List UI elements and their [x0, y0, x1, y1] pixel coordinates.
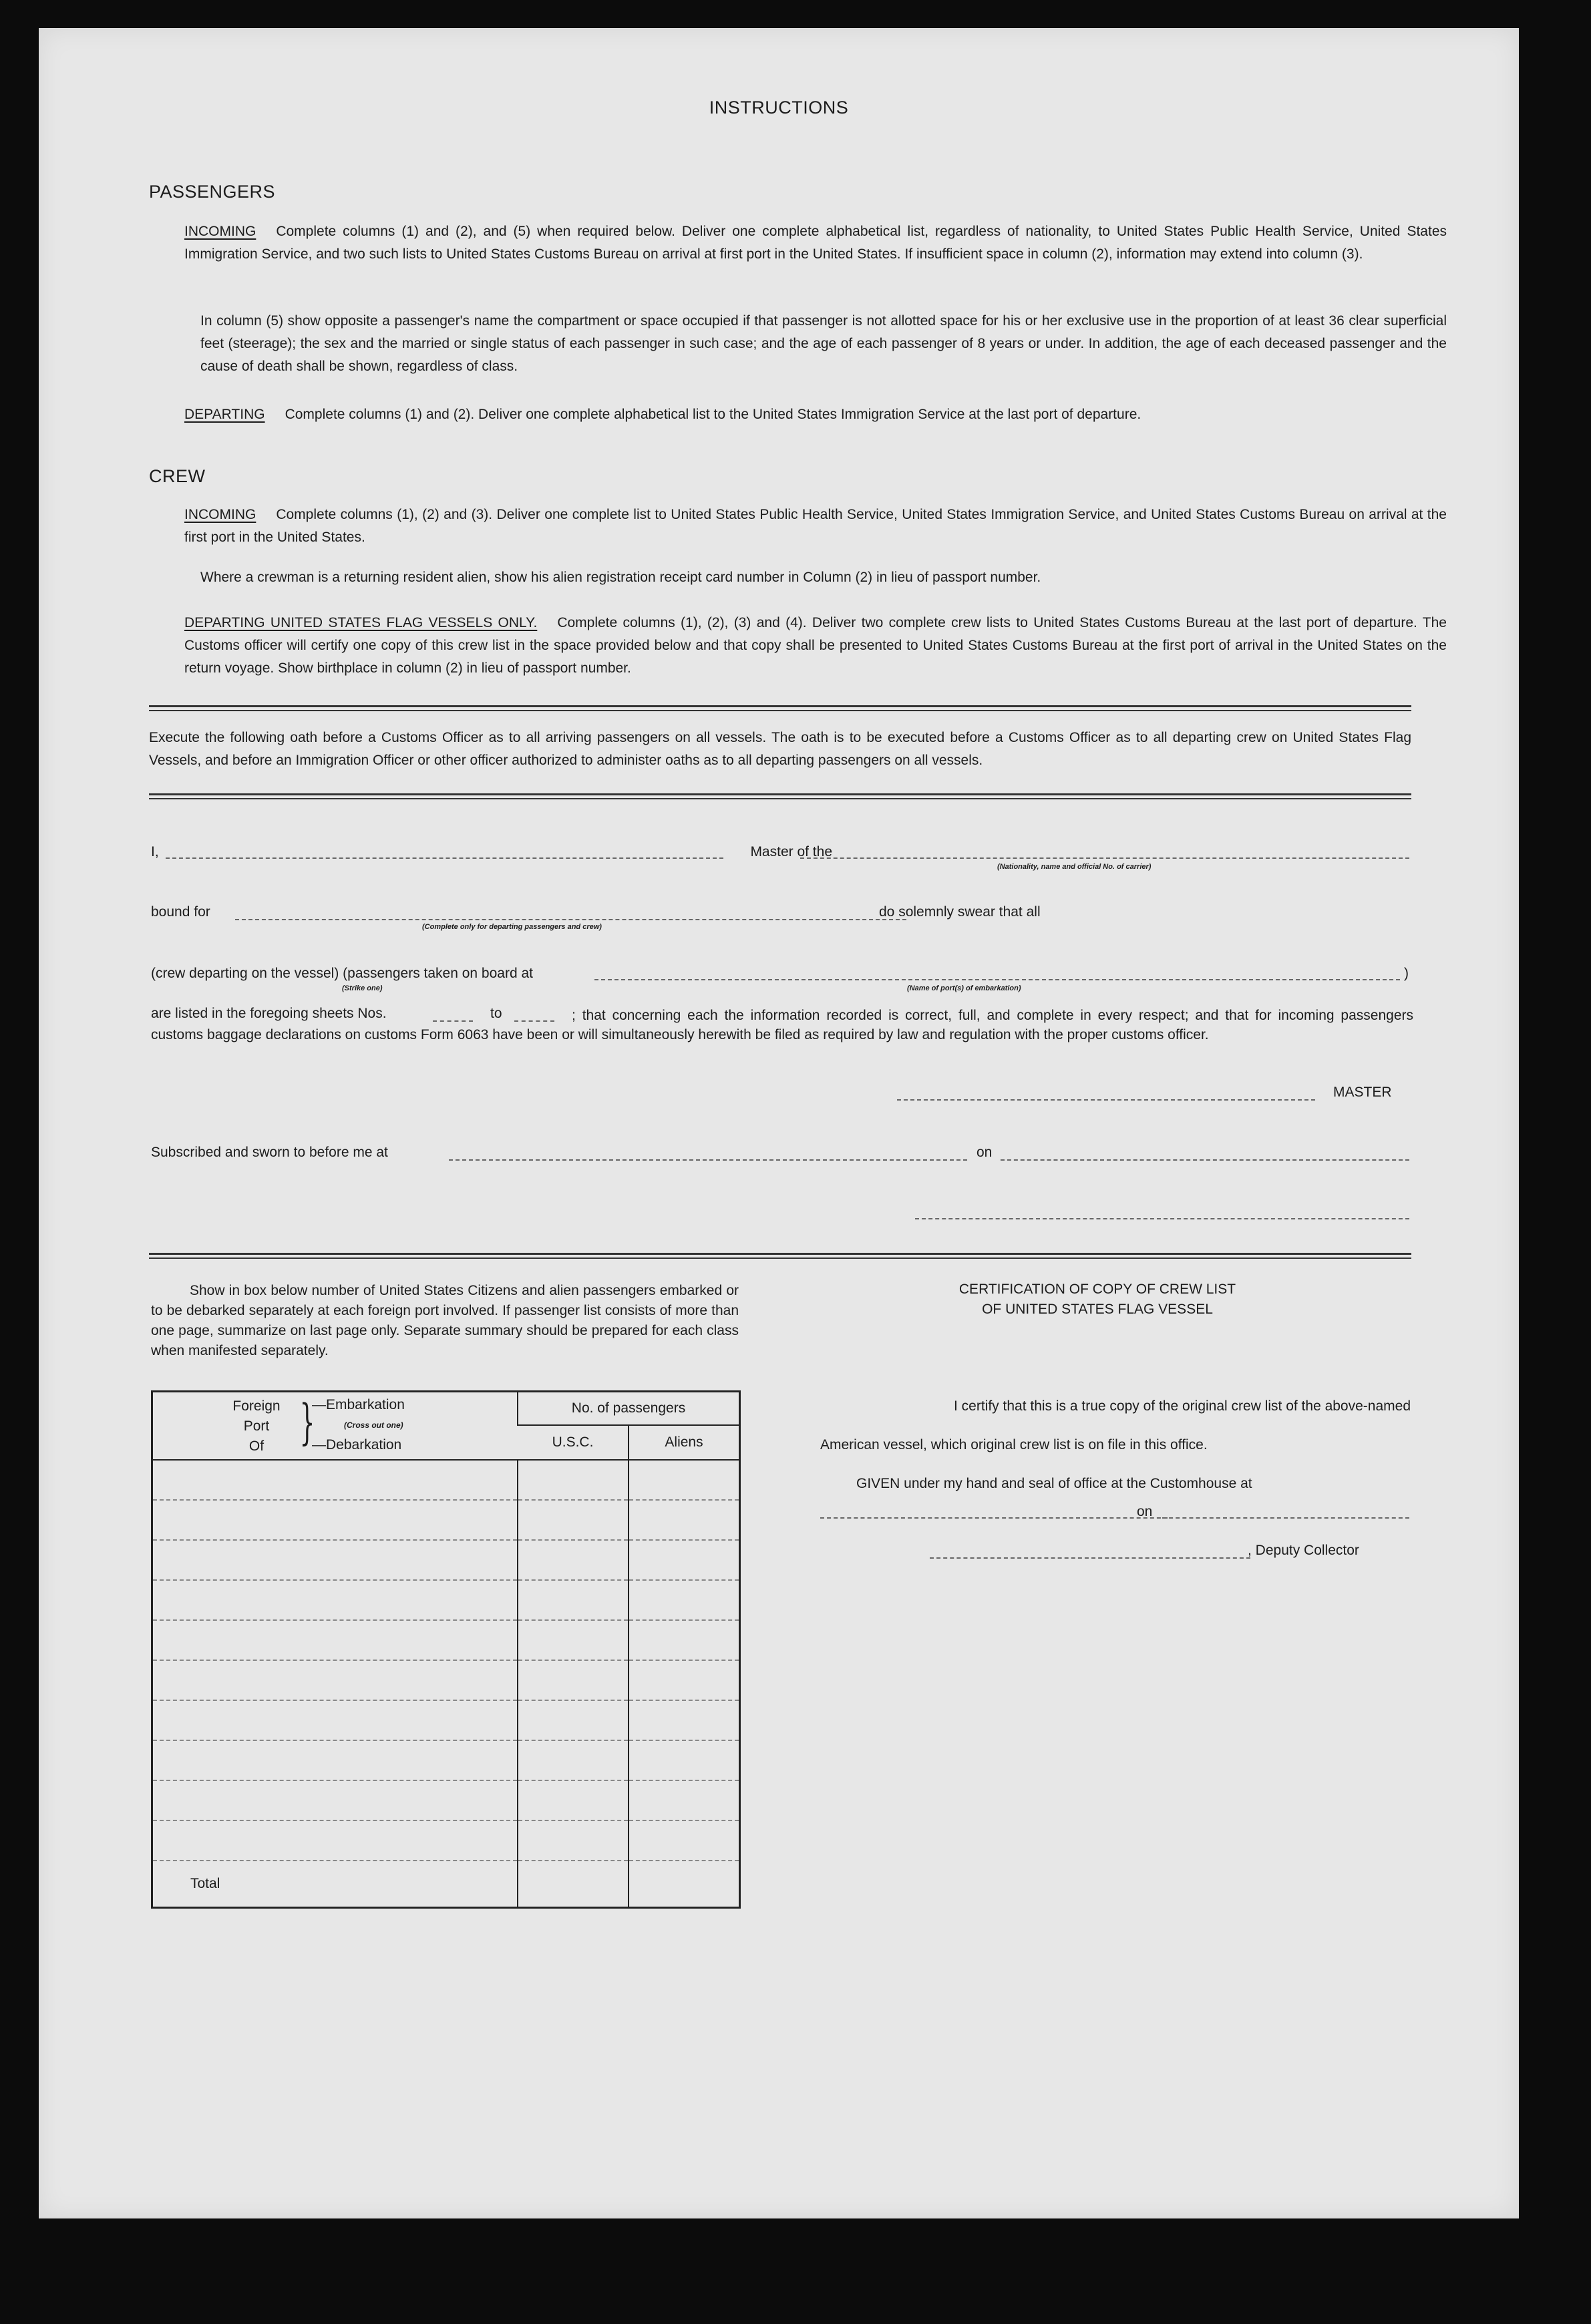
vessel-name-field[interactable] — [800, 857, 1409, 859]
passengers-incoming-label: INCOMING — [184, 224, 256, 239]
crew-departing-paragraph — [184, 612, 1447, 680]
sworn-place-field[interactable] — [449, 1159, 967, 1161]
sworn-date-field[interactable] — [1001, 1159, 1409, 1161]
aliens-cell[interactable] — [629, 1660, 740, 1700]
aliens-cell[interactable] — [629, 1580, 740, 1620]
close-paren: ) — [1404, 966, 1409, 981]
port-cell[interactable] — [152, 1660, 518, 1700]
certification-on-label: on — [1137, 1504, 1153, 1519]
subscribed-label: Subscribed and sworn to before me at — [151, 1145, 388, 1160]
summary-intro: Show in box below number of United States Citizens and alien passengers embarked or to be debarked separately at each foreign port involved. If passenger list consists of more than one page, summarize on last page only. Separate summary should be prepared for each class when manifested separately. — [151, 1283, 739, 1358]
usc-cell[interactable] — [518, 1660, 629, 1700]
certify-line-a: I certify that this is a true copy of the original crew list of the above-named — [954, 1398, 1411, 1414]
usc-cell[interactable] — [518, 1500, 629, 1540]
swear-label: do solemnly swear that all — [879, 904, 1041, 920]
port-cell[interactable] — [152, 1620, 518, 1660]
usc-total-cell[interactable] — [518, 1861, 629, 1908]
passengers-departing-paragraph — [184, 403, 1447, 426]
divider-rule — [149, 1253, 1411, 1259]
passengers-heading: PASSENGERS — [149, 182, 276, 202]
aliens-cell[interactable] — [629, 1540, 740, 1580]
usc-cell[interactable] — [518, 1540, 629, 1580]
aliens-cell[interactable] — [629, 1500, 740, 1540]
crew-heading: CREW — [149, 466, 206, 486]
port-cell[interactable] — [152, 1500, 518, 1540]
port-cell[interactable] — [152, 1740, 518, 1780]
table-row — [152, 1460, 740, 1500]
debarkation-label: —Debarkation — [312, 1437, 402, 1452]
crew-incoming-label: INCOMING — [184, 507, 256, 522]
form-page — [39, 28, 1519, 2218]
port-cell[interactable] — [152, 1580, 518, 1620]
aliens-cell[interactable] — [629, 1620, 740, 1660]
aliens-cell[interactable] — [629, 1740, 740, 1780]
certification-title-line2: OF UNITED STATES FLAG VESSEL — [982, 1302, 1213, 1317]
bound-for-hint: (Complete only for departing passengers and crew) — [422, 923, 602, 931]
officer-signature-field[interactable] — [915, 1218, 1409, 1219]
port-header-cell — [152, 1392, 518, 1461]
usc-cell[interactable] — [518, 1820, 629, 1861]
port-embarkation-field[interactable] — [594, 979, 1400, 980]
usc-cell[interactable] — [518, 1780, 629, 1820]
port-label: Port — [243, 1418, 270, 1434]
usc-header: U.S.C. — [518, 1425, 629, 1460]
cross-out-hint: (Cross out one) — [344, 1420, 403, 1430]
usc-cell[interactable] — [518, 1620, 629, 1660]
crew-departing-label: DEPARTING UNITED STATES FLAG VESSELS ONLY. — [184, 615, 538, 630]
oath-instruction: Execute the following oath before a Customs Officer as to all arriving passengers on all vessels. The oath is to be executed before a Customs Officer as to all departing crew on United States Flag Vessels, and before an Immigration Officer or other officer authorized to administer oaths as to all departing passengers on all vessels. — [149, 730, 1411, 768]
certify-line-b: American vessel, which original crew list is on file in this office. — [820, 1437, 1208, 1452]
crew-incoming-text: Complete columns (1), (2) and (3). Deliver one complete list to United States Public Health Service, United States Immigration Service, and United States Customs Bureau on arrival at the first port in the United States. — [184, 507, 1447, 545]
aliens-cell[interactable] — [629, 1700, 740, 1740]
of-label: Of — [248, 1438, 264, 1454]
brace-icon: } — [299, 1394, 315, 1450]
port-cell[interactable] — [152, 1700, 518, 1740]
divider-rule — [149, 793, 1411, 799]
customhouse-field[interactable] — [820, 1517, 1168, 1519]
page-title: INSTRUCTIONS — [709, 98, 849, 118]
given-line: GIVEN under my hand and seal of office at the Customhouse at — [856, 1476, 1252, 1491]
listed-a-label: are listed in the foregoing sheets Nos. — [151, 1006, 387, 1021]
table-row — [152, 1700, 740, 1740]
passengers-column5-paragraph: In column (5) show opposite a passenger's name the compartment or space occupied if that passenger is not allotted space for his or her exclusive use in the proportion of at least 36 clear superficial feet (steerage); the sex and the married or single status of each passenger in such case; and the age of each passenger of 8 years or under. In addition, the age of each deceased passenger and the cause of death shall be shown, regardless of class. — [200, 313, 1447, 374]
bound-for-label: bound for — [151, 904, 210, 920]
master-of-label: Master of the — [750, 844, 832, 859]
certification-title-line1: CERTIFICATION OF COPY OF CREW LIST — [958, 1282, 1236, 1297]
table-row — [152, 1500, 740, 1540]
listed-b-label: ; that concerning each the information recorded is correct, full, and complete in every respect; and that for incoming passengers customs baggage declarations on customs Form 6063 have been or will simultaneously herewith be filed as required by law and regulation with the proper customs officer. — [151, 1008, 1413, 1042]
total-row — [152, 1861, 740, 1908]
divider-rule — [149, 705, 1411, 711]
passengers-departing-text: Complete columns (1) and (2). Deliver one complete alphabetical list to the United States Immigration Service at the last port of departure. — [285, 407, 1141, 422]
summary-header-row — [152, 1392, 740, 1426]
passenger-summary-table — [151, 1390, 741, 1909]
certification-title — [787, 1280, 1408, 1320]
total-label: Total — [190, 1876, 220, 1891]
strike-one-hint: (Strike one) — [342, 984, 383, 992]
table-row — [152, 1540, 740, 1580]
crew-passengers-label: (crew departing on the vessel) (passengers taken on board at — [151, 966, 533, 981]
passengers-departing-label: DEPARTING — [184, 407, 265, 422]
nationality-hint: (Nationality, name and official No. of carrier) — [997, 863, 1152, 871]
listed-to-label: to — [490, 1006, 502, 1021]
table-row — [152, 1780, 740, 1820]
port-cell[interactable] — [152, 1780, 518, 1820]
deputy-signature-field[interactable] — [930, 1557, 1250, 1559]
port-hint: (Name of port(s) of embarkation) — [907, 984, 1021, 992]
crew-incoming-paragraph — [184, 504, 1447, 549]
port-cell[interactable] — [152, 1460, 518, 1500]
usc-cell[interactable] — [518, 1580, 629, 1620]
total-label-cell — [152, 1861, 518, 1908]
passengers-incoming-text: Complete columns (1) and (2), and (5) when required below. Deliver one complete alphabetical list, regardless of nationality, to United States Public Health Service, United States Immigration Service, and two such lists to United States Customs Bureau on arrival at first port in the United States. If insufficient space in column (2), information may extend into column (3). — [184, 224, 1447, 262]
crew-departing-text: Complete columns (1), (2), (3) and (4). Deliver two complete crew lists to United States Customs Bureau at the last port of departure. The Customs officer will certify one copy of this crew list in the space provided below and that copy shall be presented to United States Customs Bureau at the first port of arrival in the United States on the return voyage. Show birthplace in column (2) in lieu of passport number. — [184, 615, 1447, 676]
no-passengers-header: No. of passengers — [518, 1392, 740, 1426]
aliens-cell[interactable] — [629, 1460, 740, 1500]
table-row — [152, 1580, 740, 1620]
crew-resident-paragraph: Where a crewman is a returning resident alien, show his alien registration receipt card number in Column (2) in lieu of passport number. — [200, 570, 1041, 585]
sworn-on-label: on — [977, 1145, 993, 1160]
master-label: MASTER — [1333, 1085, 1392, 1100]
foreign-label: Foreign — [232, 1398, 281, 1414]
oath-i-label: I, — [151, 844, 159, 859]
aliens-header: Aliens — [629, 1425, 740, 1460]
aliens-cell[interactable] — [629, 1780, 740, 1820]
usc-cell[interactable] — [518, 1460, 629, 1500]
deputy-collector-label: , Deputy Collector — [1248, 1543, 1359, 1558]
certification-date-field[interactable] — [1162, 1517, 1409, 1519]
bound-for-field[interactable] — [235, 919, 906, 920]
master-signature-field[interactable] — [897, 1099, 1315, 1101]
aliens-cell[interactable] — [629, 1820, 740, 1861]
port-cell[interactable] — [152, 1820, 518, 1861]
aliens-total-cell[interactable] — [629, 1861, 740, 1908]
port-cell[interactable] — [152, 1540, 518, 1580]
table-row — [152, 1740, 740, 1780]
embarkation-label: —Embarkation — [312, 1397, 405, 1412]
passengers-incoming-paragraph — [184, 220, 1447, 266]
usc-cell[interactable] — [518, 1740, 629, 1780]
usc-cell[interactable] — [518, 1700, 629, 1740]
table-row — [152, 1820, 740, 1861]
table-row — [152, 1620, 740, 1660]
master-name-field[interactable] — [166, 857, 723, 859]
table-row — [152, 1660, 740, 1700]
